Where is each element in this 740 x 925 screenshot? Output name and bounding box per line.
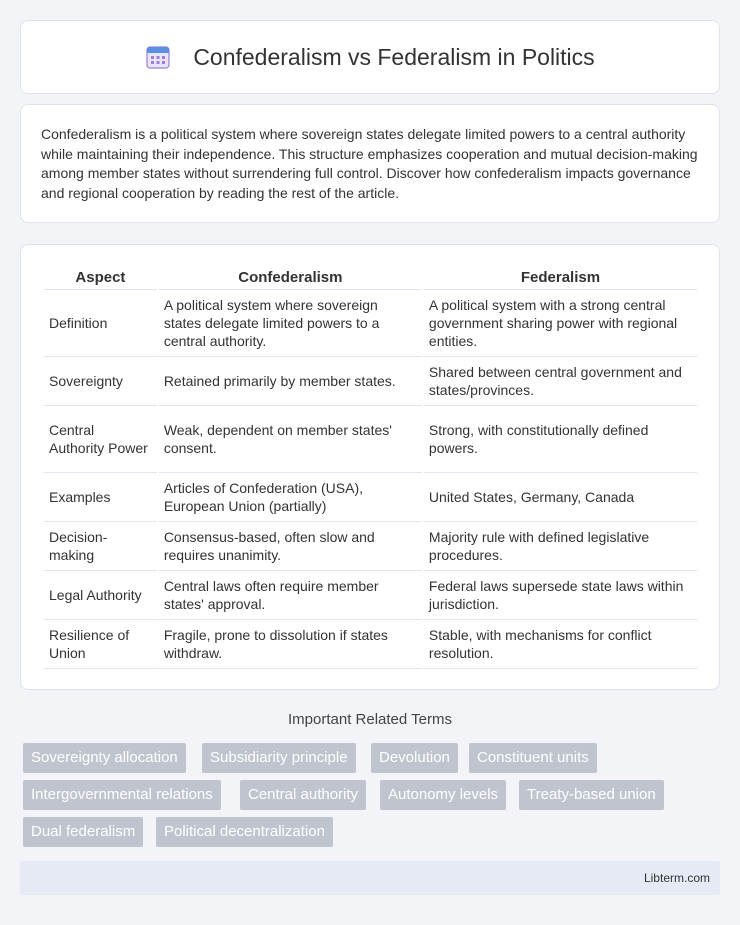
- footer-link[interactable]: Libterm.com: [643, 871, 710, 885]
- aspect-cell: Legal Authority: [44, 571, 157, 620]
- footer: [20, 861, 720, 895]
- federalism-cell: United States, Germany, Canada: [424, 473, 697, 522]
- federalism-cell: Stable, with mechanisms for conflict resolution.: [424, 620, 697, 669]
- aspect-cell: Sovereignty: [44, 357, 157, 406]
- aspect-cell: Central Authority Power: [44, 406, 157, 473]
- table-row: [44, 473, 697, 522]
- term-tag[interactable]: Subsidiarity principle: [202, 743, 356, 773]
- comparison-table: [42, 265, 699, 669]
- term-tag[interactable]: Central authority: [240, 780, 366, 810]
- aspect-cell: Definition: [44, 290, 157, 357]
- aspect-cell: Resilience of Union: [44, 620, 157, 669]
- confederalism-cell: Central laws often require member states' approval.: [159, 571, 422, 620]
- federalism-cell: Federal laws supersede state laws within jurisdiction.: [424, 571, 697, 620]
- term-tag[interactable]: Constituent units: [469, 743, 597, 773]
- term-tag[interactable]: Autonomy levels: [380, 780, 506, 810]
- table-row: [44, 357, 697, 406]
- federalism-cell: A political system with a strong central government sharing power with regional entities.: [424, 290, 697, 357]
- header-aspect: Aspect: [44, 265, 157, 290]
- calendar-icon: [145, 44, 171, 70]
- title-card: [20, 20, 720, 94]
- table-row: [44, 290, 697, 357]
- confederalism-cell: Consensus-based, often slow and requires unanimity.: [159, 522, 422, 571]
- intro-card: [20, 104, 720, 223]
- table-row: [44, 571, 697, 620]
- header-confederalism: Confederalism: [159, 265, 422, 290]
- term-tag[interactable]: Political decentralization: [156, 817, 333, 847]
- confederalism-cell: Articles of Confederation (USA), European Union (partially): [159, 473, 422, 522]
- confederalism-cell: Retained primarily by member states.: [159, 357, 422, 406]
- aspect-cell: Examples: [44, 473, 157, 522]
- aspect-cell: Decision-making: [44, 522, 157, 571]
- term-tag[interactable]: Devolution: [371, 743, 458, 773]
- term-tag[interactable]: Sovereignty allocation: [23, 743, 186, 773]
- table-row: [44, 406, 697, 473]
- federalism-cell: Shared between central government and states/provinces.: [424, 357, 697, 406]
- federalism-cell: Strong, with constitutionally defined powers.: [424, 406, 697, 473]
- confederalism-cell: A political system where sovereign states delegate limited powers to a central authority.: [159, 290, 422, 357]
- term-tag[interactable]: Treaty-based union: [519, 780, 664, 810]
- page-title: Confederalism vs Federalism in Politics: [193, 43, 595, 70]
- table-row: [44, 620, 697, 669]
- related-terms-title: Important Related Terms: [288, 711, 452, 728]
- federalism-cell: Majority rule with defined legislative procedures.: [424, 522, 697, 571]
- term-tag[interactable]: Intergovernmental relations: [23, 780, 221, 810]
- comparison-table-card: [20, 244, 720, 690]
- table-row: [44, 522, 697, 571]
- confederalism-cell: Weak, dependent on member states' consent.: [159, 406, 422, 473]
- intro-text: Confederalism is a political system where sovereign states delegate limited powers to a central authority while maintaining their independence. This structure emphasizes cooperation and mutual decision-making among member states without surrendering full control. Discover how confederalism impacts governance and regional cooperation by reading the rest of the article.: [41, 126, 698, 201]
- confederalism-cell: Fragile, prone to dissolution if states withdraw.: [159, 620, 422, 669]
- header-federalism: Federalism: [424, 265, 697, 290]
- term-tag[interactable]: Dual federalism: [23, 817, 143, 847]
